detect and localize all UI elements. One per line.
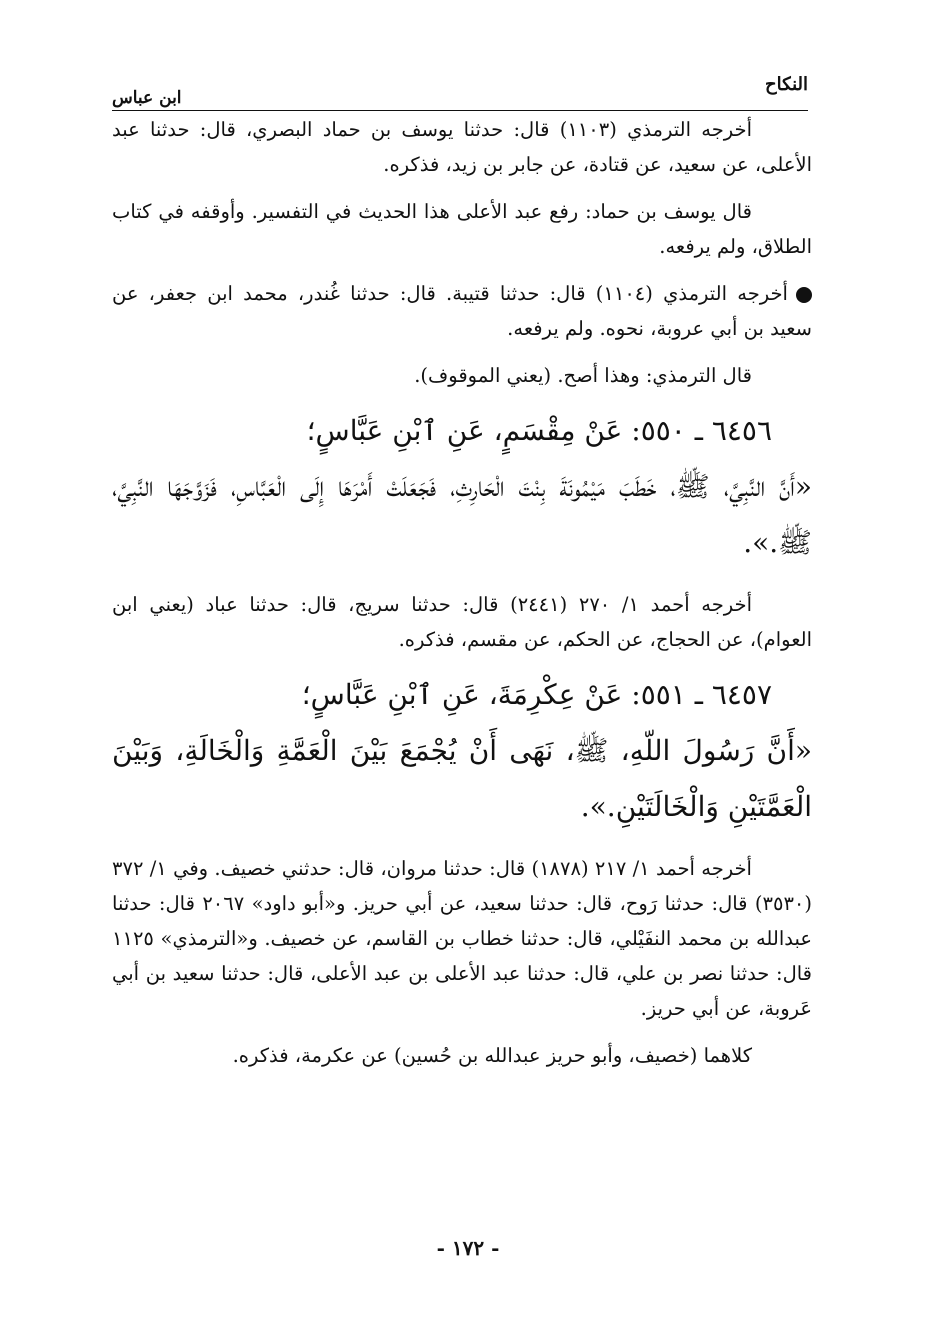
section-title: ابن عباس: [112, 88, 188, 108]
bullet-icon: [796, 287, 812, 303]
takhrij-paragraph-3: أخرجه أحمد ١/ ٢٧٠ (٢٤٤١) قال: حدثنا سريج، قال: حدثنا عباد (يعني ابن العوام)، عن الحجاج، عن الحكم، عن مقسم، فذكره.: [112, 593, 812, 651]
page-body: [112, 112, 812, 1073]
takhrij-paragraph-1: أخرجه الترمذي (١١٠٣) قال: حدثنا يوسف بن حماد البصري، قال: حدثنا عبد الأعلى، عن سعيد، عن قتادة، عن جابر بن زيد، فذكره.: [112, 118, 812, 176]
hadith-text-6456: «أَنَّ النَّبِيَّ، ﷺ، خَطَبَ مَيْمُونَةَ بِنْتَ الْحَارِثِ، فَجَعَلَتْ أَمْرَهَا إِلَى الْعَبَّاسِ، فَزَوَّجَهَا النَّبِيَّ، ﷺ.».: [112, 470, 812, 559]
hadith-heading-6456: ٦٤٥٦ ـ ٥٥٠: عَنْ مِقْسَمٍ، عَنِ ٱبْنِ عَبَّاسٍ؛: [306, 414, 772, 447]
page-number: - ١٧٢ -: [436, 1236, 500, 1260]
hadith-heading-6457: ٦٤٥٧ ـ ٥٥١: عَنْ عِكْرِمَةَ، عَنِ ٱبْنِ عَبَّاسٍ؛: [301, 678, 772, 711]
takhrij-paragraph-2-text: أخرجه الترمذي (١١٠٤) قال: حدثنا قتيبة. قال: حدثنا غُندر، محمد ابن جعفر، عن سعيد بن أبي عروبة، نحوه. ولم يرفعه.: [112, 282, 812, 340]
takhrij-paragraph-2: [112, 276, 812, 346]
takhrij-paragraph-4: أخرجه أحمد ١/ ٢١٧ (١٨٧٨) قال: حدثنا مروان، قال: حدثني خصيف. وفي ١/ ٣٧٢ (٣٥٣٠) قال: حدثنا رَوح، قال: حدثنا سعيد، عن أبي حريز. و«أبو داود» ٢٠٦٧ قال: حدثنا عبدالله بن محمد النفَيْلي، قال: حدثنا خطاب بن القاسم، عن خصيف. و«الترمذي» ١١٢٥ قال: حدثنا نصر بن علي، قال: حدثنا عبد الأعلى بن عبد الأعلى، قال: حدثنا سعيد بن أبي عَروبة، عن أبي حريز.: [112, 857, 813, 1020]
note-paragraph-2: قال الترمذي: وهذا أصح. (يعني الموقوف).: [414, 364, 752, 387]
chapter-title: النكاح: [759, 74, 808, 95]
summary-paragraph: كلاهما (خصيف، وأبو حريز عبدالله بن حُسين) عن عكرمة، فذكره.: [232, 1044, 752, 1067]
running-header: [112, 70, 808, 111]
hadith-text-6457: «أَنَّ رَسُولَ اللّهِ، ﷺ، نَهَى أَنْ يُجْمَعَ بَيْنَ الْعَمَّةِ وَالْخَالَةِ، وَبَيْنَ الْعَمَّتَيْنِ وَالْخَالَتَيْنِ.».: [112, 734, 812, 823]
note-paragraph-1: قال يوسف بن حماد: رفع عبد الأعلى هذا الحديث في التفسير. وأوقفه في كتاب الطلاق، ولم يرفعه.: [112, 200, 812, 258]
